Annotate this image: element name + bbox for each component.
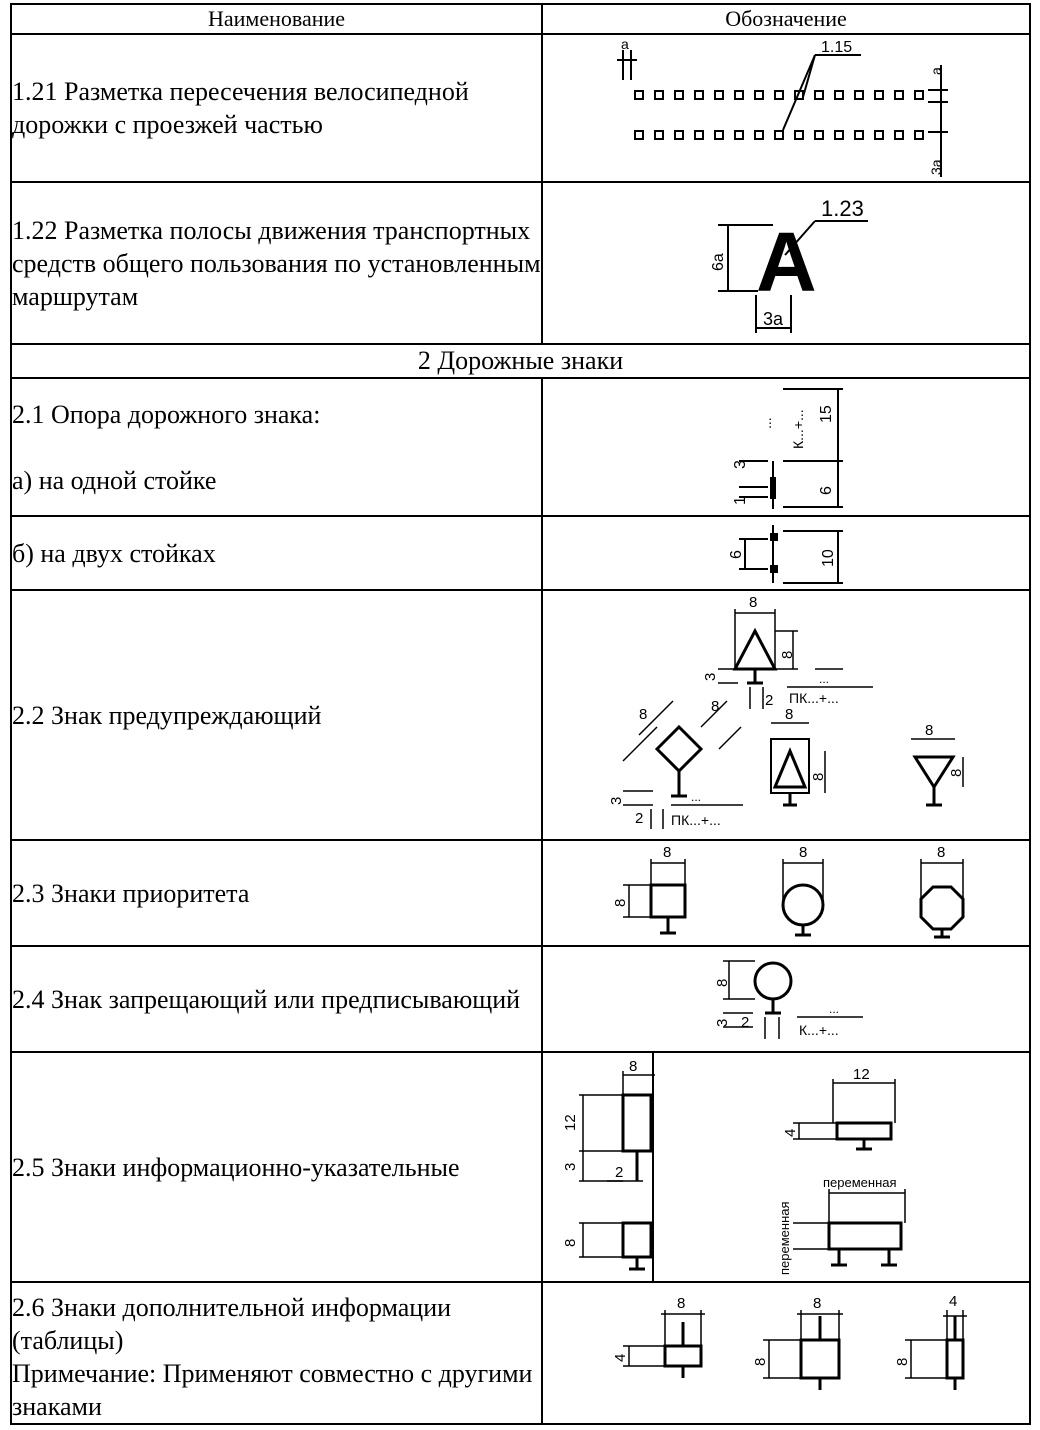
table-row — [11, 1282, 1030, 1424]
dim-8-bottom: 8 — [562, 1238, 579, 1247]
row-name: 2.3 Знаки приоритета — [11, 840, 542, 946]
dim-2: 2 — [741, 1014, 750, 1031]
row-name-line1: 2.6 Знаки дополнительной информации (таблицы) — [12, 1293, 452, 1355]
row-name: 1.21 Разметка пересечения велосипедной дорожки с проезжей частью — [11, 34, 542, 182]
dim-height: 6а — [710, 253, 727, 271]
marking-square — [695, 91, 703, 99]
dim-6: 6 — [728, 550, 745, 559]
marking-square — [835, 91, 843, 99]
table-row — [11, 946, 1030, 1052]
dim-8-frame-side: 8 — [810, 772, 827, 781]
marking-square — [815, 91, 823, 99]
marking-square — [895, 131, 903, 139]
dim-8-narrow-side: 8 — [894, 1357, 911, 1366]
row-name — [11, 1282, 542, 1424]
dim-8-square-side: 8 — [612, 898, 629, 907]
tall-rect-sign — [623, 1095, 651, 1151]
table-row — [11, 840, 1030, 946]
dim-8-top: 8 — [749, 594, 758, 611]
post-top-marker — [770, 533, 778, 541]
marking-square — [655, 91, 663, 99]
narrow-plate — [947, 1340, 963, 1378]
bus-lane-marking-drawing — [543, 183, 1029, 343]
dim-4-narrow: 4 — [949, 1293, 958, 1310]
dim-12: 12 — [562, 1114, 579, 1131]
row-name: 1.22 Разметка полосы движения транспортных средств общего пользования по установленным маршрутам — [11, 182, 542, 344]
symbol-cell — [542, 378, 1030, 516]
prohibitory-sign-drawing — [543, 947, 1029, 1051]
table-row — [11, 516, 1030, 590]
dim-8-square: 8 — [813, 1295, 822, 1312]
dim-6: 6 — [818, 486, 835, 495]
table-row — [11, 378, 1030, 516]
dim-8-square-side: 8 — [752, 1357, 769, 1366]
diamond-sign — [657, 727, 701, 771]
dim-8-diamond-r: 8 — [711, 698, 720, 715]
circle-sign — [755, 963, 791, 999]
ref-label: 1.23 — [821, 196, 864, 221]
dim-2-diamond: 2 — [635, 810, 644, 827]
marking-square — [735, 91, 743, 99]
row-name: 2.4 Знак запрещающий или предписывающий — [11, 946, 542, 1052]
k-label: К...+... — [799, 1022, 839, 1038]
marking-square — [895, 91, 903, 99]
marking-square — [835, 131, 843, 139]
dim-8-octagon: 8 — [937, 844, 946, 861]
table-row — [11, 34, 1030, 182]
square-plate — [801, 1340, 839, 1378]
plate-signs-drawing — [543, 1286, 1029, 1420]
dim-12-wide: 12 — [853, 1066, 870, 1083]
section-row — [11, 344, 1030, 378]
dim-3: 3 — [702, 672, 719, 681]
section-title: 2 Дорожные знаки — [11, 344, 1030, 378]
marking-square — [795, 131, 803, 139]
dim-3: 3 — [714, 1018, 731, 1027]
square-sign — [651, 885, 685, 917]
marking-square — [695, 131, 703, 139]
marking-square — [855, 91, 863, 99]
symbol-cell — [542, 946, 1030, 1052]
post-marker — [770, 477, 776, 499]
dim-3-diamond: 3 — [608, 796, 625, 805]
row-name — [11, 378, 542, 516]
information-signs-drawing — [543, 1053, 1029, 1281]
dim-3: 3 — [562, 1162, 579, 1171]
dim-a: а — [621, 36, 629, 52]
dim-width: 3а — [763, 309, 784, 329]
marking-square — [755, 131, 763, 139]
dim-8-frame: 8 — [785, 706, 794, 723]
row-name: 2.2 Знак предупреждающий — [11, 590, 542, 840]
marking-square — [735, 131, 743, 139]
dim-3: 3 — [732, 460, 749, 469]
dim-8: 8 — [714, 978, 731, 987]
dots: ... — [758, 417, 774, 429]
marking-square — [815, 131, 823, 139]
marking-square — [775, 131, 783, 139]
dots: ... — [819, 672, 830, 686]
marking-square — [855, 131, 863, 139]
octagon-sign — [921, 887, 963, 929]
pk-label: ПК...+... — [789, 690, 839, 706]
dots-diamond: ... — [691, 790, 702, 804]
wide-rect-sign — [837, 1123, 891, 1139]
triangle-sign — [735, 631, 775, 669]
dim-8-square: 8 — [663, 844, 672, 861]
variable-size-sign — [829, 1223, 901, 1249]
marking-square — [635, 131, 643, 139]
row-name: 2.5 Знаки информационно-указательные — [11, 1052, 542, 1282]
symbol-cell — [542, 516, 1030, 590]
dim-1: 1 — [732, 496, 749, 505]
dim-2: 2 — [765, 692, 774, 709]
variable-height-label: переменная — [777, 1201, 792, 1275]
table-row — [11, 182, 1030, 344]
square-sign — [623, 1223, 651, 1257]
header-name: Наименование — [11, 4, 542, 34]
symbol-cell — [542, 182, 1030, 344]
dim-8-diamond-l: 8 — [639, 706, 648, 723]
dim-8-inv: 8 — [925, 722, 934, 739]
marking-square — [775, 91, 783, 99]
dim-8: 8 — [629, 1058, 638, 1075]
row-name: б) на двух стойках — [11, 516, 542, 590]
row-name-line2: Примечание: Применяют совместно с другими знаками — [12, 1359, 533, 1421]
symbol-cell — [542, 1052, 1030, 1282]
symbol-cell — [542, 34, 1030, 182]
marking-square — [675, 91, 683, 99]
priority-signs-drawing — [543, 841, 1029, 945]
marking-square — [715, 91, 723, 99]
symbol-cell — [542, 590, 1030, 840]
bike-crossing-marking-drawing — [543, 35, 1029, 181]
dim-8-circle: 8 — [799, 844, 808, 861]
table-row — [11, 1052, 1030, 1282]
header-symbol: Обозначение — [542, 4, 1030, 34]
marking-square — [915, 131, 923, 139]
row-name-line1: 2.1 Опора дорожного знака: — [12, 399, 321, 429]
table-row — [11, 590, 1030, 840]
circle-sign — [783, 885, 823, 925]
marking-square — [875, 131, 883, 139]
symbols-table — [10, 3, 1031, 1425]
marking-square — [755, 91, 763, 99]
warning-signs-drawing — [543, 591, 1029, 839]
marking-square — [635, 91, 643, 99]
marking-square — [875, 91, 883, 99]
dim-4: 4 — [782, 1128, 799, 1137]
small-plate — [665, 1346, 701, 1366]
double-post-drawing — [543, 517, 1029, 589]
km-label: К...+... — [790, 409, 806, 449]
marking-square — [915, 91, 923, 99]
dim-3a: 3а — [928, 159, 944, 175]
symbol-cell — [542, 1282, 1030, 1424]
ref-label: 1.15 — [821, 39, 853, 56]
dim-4-small: 4 — [612, 1353, 629, 1362]
dim-15: 15 — [818, 405, 835, 423]
variable-width-label: переменная — [823, 1175, 897, 1190]
row-name-line2: а) на одной стойке — [12, 465, 217, 495]
letter-a: А — [756, 215, 817, 309]
pk-label-diamond: ПК...+... — [671, 812, 721, 828]
single-post-drawing — [543, 379, 1029, 515]
dots: ... — [829, 1002, 840, 1016]
marking-square — [655, 131, 663, 139]
dim-8-inv-side: 8 — [948, 768, 965, 777]
dim-8-side: 8 — [779, 650, 796, 659]
symbol-cell — [542, 840, 1030, 946]
dim-10: 10 — [820, 549, 837, 567]
dim-2: 2 — [615, 1164, 624, 1181]
table-header-row — [11, 4, 1030, 34]
marking-square — [675, 131, 683, 139]
dim-8-small: 8 — [677, 1295, 686, 1312]
post-bottom-marker — [770, 565, 778, 573]
dim-a-right: а — [928, 67, 944, 75]
marking-square — [715, 131, 723, 139]
